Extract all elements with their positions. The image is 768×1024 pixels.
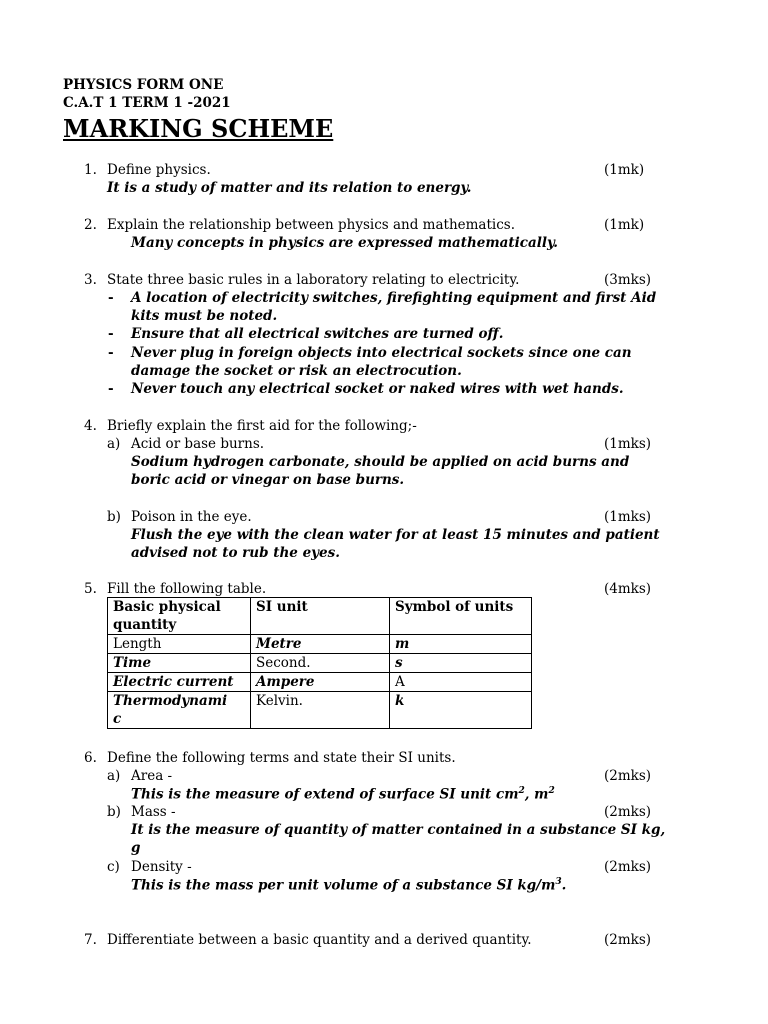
question-5-text: Fill the following table. [107, 581, 267, 597]
question-4b-answer: Flush the eye with the clean water for at least 15 minutes and patient [131, 527, 660, 543]
question-1-number: 1. [84, 162, 97, 178]
table-cell: Length [108, 635, 251, 654]
question-4a-label: a) [107, 436, 121, 452]
question-7-text: Differentiate between a basic quantity and a derived quantity. [107, 932, 532, 948]
question-6b-label: b) [107, 804, 121, 820]
bullet: - [108, 381, 114, 397]
question-4a-marks: (1mks) [604, 436, 652, 452]
table-header-cell: Symbol of units [390, 598, 532, 635]
question-6-number: 6. [84, 750, 97, 766]
question-6c-marks: (2mks) [604, 859, 652, 875]
question-6b-answer: g [131, 840, 141, 856]
cell-line: c [113, 711, 122, 727]
bullet: - [108, 326, 114, 342]
table-header-cell [108, 598, 251, 635]
header-quantity-line1: Basic physical [113, 599, 221, 615]
cell-line: Thermodynami [113, 693, 228, 709]
question-6b-text: Mass - [131, 804, 176, 820]
question-6a-text: Area - [131, 768, 173, 784]
question-6-text: Define the following terms and state their SI units. [107, 750, 456, 766]
question-4b-answer: advised not to rub the eyes. [131, 545, 340, 561]
table-cell: Electric current [108, 673, 251, 692]
table-cell: Time [108, 654, 251, 673]
question-4a-answer: Sodium hydrogen carbonate, should be applied on acid burns and [131, 454, 630, 470]
question-2-text: Explain the relationship between physics and mathematics. [107, 217, 515, 233]
question-1-marks: (1mk) [604, 162, 645, 178]
table-row [108, 654, 532, 673]
question-5-number: 5. [84, 581, 97, 597]
question-6c-text: Density - [131, 859, 192, 875]
question-4-number: 4. [84, 418, 97, 434]
table-cell: Ampere [251, 673, 390, 692]
question-2-marks: (1mk) [604, 217, 645, 233]
question-4a-text: Acid or base burns. [131, 436, 265, 452]
table-header-cell: SI unit [251, 598, 390, 635]
table-cell: k [390, 692, 532, 729]
table-row [108, 635, 532, 654]
superscript: 2 [548, 786, 555, 796]
table-header-row [108, 598, 532, 635]
table-cell: A [390, 673, 532, 692]
bullet: - [108, 345, 114, 361]
question-6a-label: a) [107, 768, 121, 784]
answer-text: This is the measure of extend of surface SI unit cm [131, 786, 519, 803]
question-3-answer: kits must be noted. [131, 308, 278, 324]
document-exam-term: C.A.T 1 TERM 1 -2021 [63, 95, 231, 111]
answer-text: This is the mass per unit volume of a substance SI kg/m [131, 877, 556, 894]
question-6c-label: c) [107, 859, 120, 875]
header-quantity-line2: quantity [113, 617, 177, 633]
table-row [108, 692, 532, 729]
question-3-answer: damage the socket or risk an electrocution. [131, 363, 462, 379]
table-row [108, 673, 532, 692]
question-3-marks: (3mks) [604, 272, 652, 288]
question-4b-text: Poison in the eye. [131, 509, 252, 525]
question-6b-answer: It is the measure of quantity of matter contained in a substance SI kg, [131, 822, 666, 838]
answer-text: , m [524, 786, 549, 803]
question-6a-marks: (2mks) [604, 768, 652, 784]
question-2-number: 2. [84, 217, 97, 233]
table-cell: Second. [251, 654, 390, 673]
question-3-answer: Never plug in foreign objects into electrical sockets since one can [131, 345, 632, 361]
question-1-answer: It is a study of matter and its relation to energy. [107, 180, 472, 196]
question-6c-answer [131, 877, 566, 894]
question-7-marks: (2mks) [604, 932, 652, 948]
question-3-answer: Ensure that all electrical switches are turned off. [131, 326, 504, 342]
superscript: 2 [518, 786, 525, 796]
question-5-marks: (4mks) [604, 581, 652, 597]
question-6a-answer [131, 786, 555, 803]
table-cell: Kelvin. [251, 692, 390, 729]
question-3-answer: Never touch any electrical socket or naked wires with wet hands. [131, 381, 624, 397]
table-cell: m [390, 635, 532, 654]
question-1-text: Define physics. [107, 162, 211, 178]
question-4-text: Briefly explain the first aid for the following;- [107, 418, 417, 434]
document-subject: PHYSICS FORM ONE [63, 77, 224, 93]
page-title: MARKING SCHEME [63, 114, 334, 143]
superscript: 3 [555, 877, 562, 887]
table-cell: s [390, 654, 532, 673]
question-3-answer: A location of electricity switches, firefighting equipment and first Aid [131, 290, 657, 306]
question-7-number: 7. [84, 932, 97, 948]
si-units-table [107, 597, 532, 729]
question-4b-label: b) [107, 509, 121, 525]
table-cell: Metre [251, 635, 390, 654]
question-4b-marks: (1mks) [604, 509, 652, 525]
question-2-answer: Many concepts in physics are expressed mathematically. [131, 235, 559, 251]
question-4a-answer: boric acid or vinegar on base burns. [131, 472, 405, 488]
bullet: - [108, 290, 114, 306]
table-cell [108, 692, 251, 729]
answer-text: . [561, 877, 567, 894]
question-3-number: 3. [84, 272, 97, 288]
question-3-text: State three basic rules in a laboratory relating to electricity. [107, 272, 520, 288]
question-6b-marks: (2mks) [604, 804, 652, 820]
